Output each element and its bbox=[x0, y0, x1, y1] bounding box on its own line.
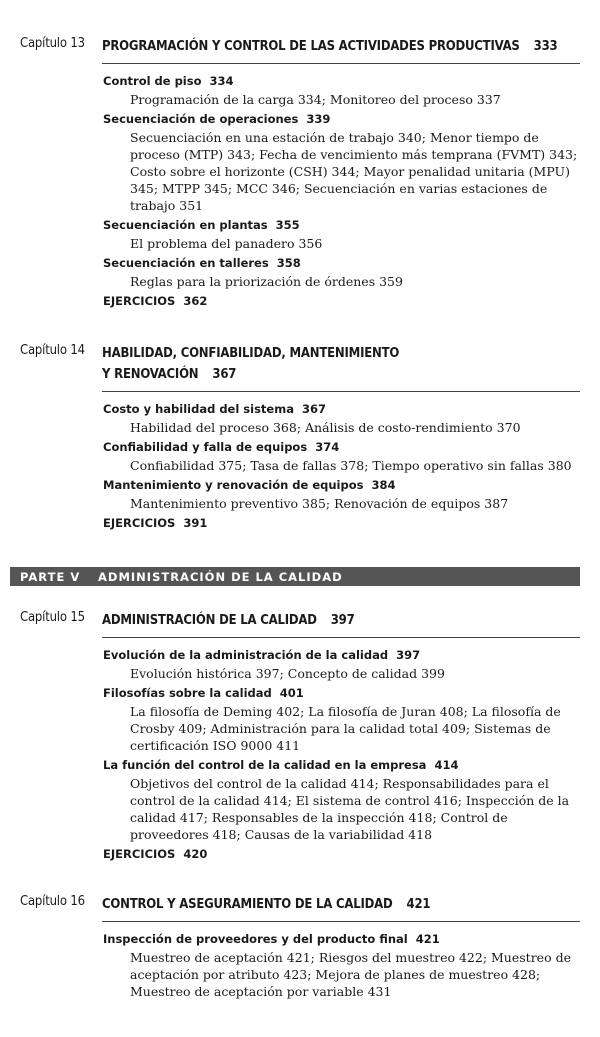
section-body: Programación de la carga 334; Monitoreo del proceso 337 bbox=[130, 92, 501, 107]
chapter-13 bbox=[20, 36, 580, 311]
divider bbox=[102, 637, 580, 638]
chapter-page: 367 bbox=[212, 367, 237, 382]
chapter-page: 421 bbox=[406, 897, 431, 912]
part-label: PARTE V bbox=[20, 569, 81, 584]
chapter-label: Capítulo 16 bbox=[20, 894, 85, 909]
divider bbox=[102, 391, 580, 392]
section-body: El problema del panadero 356 bbox=[130, 236, 323, 251]
part-title: ADMINISTRACIÓN DE LA CALIDAD bbox=[98, 569, 343, 584]
section-title: Confiabilidad y falla de equipos 374 bbox=[103, 440, 340, 454]
section-title: Evolución de la administración de la calidad 397 bbox=[103, 648, 421, 662]
section-body: Muestreo de aceptación 421; Riesgos del muestreo 422; Muestreo de aceptación por atributo 423; Mejora de planes de muestreo 428; Muestreo de aceptación por variable 431 bbox=[130, 950, 571, 999]
section-title: Secuenciación de operaciones 339 bbox=[103, 112, 331, 126]
chapter-title: PROGRAMACIÓN Y CONTROL DE LAS ACTIVIDADES PRODUCTIVAS 333 bbox=[102, 39, 558, 54]
chapter-page: 333 bbox=[533, 39, 558, 54]
section-title: Costo y habilidad del sistema 367 bbox=[103, 402, 326, 416]
section-body: Confiabilidad 375; Tasa de fallas 378; Tiempo operativo sin fallas 380 bbox=[130, 458, 572, 473]
section-list bbox=[103, 930, 580, 1000]
section-body: Mantenimiento preventivo 385; Renovación de equipos 387 bbox=[130, 496, 509, 511]
chapter-header bbox=[20, 343, 580, 385]
section-title: Secuenciación en talleres 358 bbox=[103, 256, 301, 270]
section-title: Secuenciación en plantas 355 bbox=[103, 218, 300, 232]
chapter-label: Capítulo 14 bbox=[20, 343, 85, 358]
section-body: Secuenciación en una estación de trabajo 340; Menor tiempo de proceso (MTP) 343; Fecha de vencimiento más temprana (FVMT) 343; Costo sobre el horizonte (CSH) 344; Mayor penalidad unitaria (MPU) 345; MTPP 345; MCC 346; Secuenciación en varias estaciones de trabajo 351 bbox=[130, 130, 578, 213]
chapter-page: 397 bbox=[330, 613, 355, 628]
chapter-16 bbox=[20, 894, 580, 1002]
chapter-label: Capítulo 15 bbox=[20, 610, 85, 625]
chapter-title: HABILIDAD, CONFIABILIDAD, MANTENIMIENTO Y RENOVACIÓN 367 bbox=[102, 346, 400, 382]
exercises-entry: EJERCICIOS 391 bbox=[103, 516, 208, 530]
section-body: Reglas para la priorización de órdenes 359 bbox=[130, 274, 403, 289]
divider bbox=[102, 63, 580, 64]
chapter-header bbox=[20, 36, 580, 57]
section-body: Objetivos del control de la calidad 414; Responsabilidades para el control de la calidad 414; El sistema de control 416; Inspección de la calidad 417; Responsables de la inspección 418; Control de proveedores 418; Causas de la variabilidad 418 bbox=[130, 776, 570, 842]
part-banner bbox=[10, 567, 580, 586]
section-body: Evolución histórica 397; Concepto de calidad 399 bbox=[130, 666, 445, 681]
chapter-title: CONTROL Y ASEGURAMIENTO DE LA CALIDAD 421 bbox=[102, 897, 431, 912]
section-list bbox=[103, 646, 580, 864]
section-title: La función del control de la calidad en la empresa 414 bbox=[103, 758, 459, 772]
chapter-14 bbox=[20, 343, 580, 533]
section-title: Mantenimiento y renovación de equipos 384 bbox=[103, 478, 396, 492]
section-title: Inspección de proveedores y del producto final 421 bbox=[103, 932, 440, 946]
chapter-header bbox=[20, 894, 580, 915]
exercises-entry: EJERCICIOS 420 bbox=[103, 847, 208, 861]
divider bbox=[102, 921, 580, 922]
section-list bbox=[103, 72, 580, 311]
section-body: La filosofía de Deming 402; La filosofía de Juran 408; La filosofía de Crosby 409; Administración para la calidad total 409; Sistemas de certificación ISO 9000 411 bbox=[130, 704, 561, 753]
chapter-15 bbox=[20, 610, 580, 864]
chapter-label: Capítulo 13 bbox=[20, 36, 85, 51]
chapter-header bbox=[20, 610, 580, 631]
section-list bbox=[103, 400, 580, 533]
chapter-title: ADMINISTRACIÓN DE LA CALIDAD 397 bbox=[102, 613, 355, 628]
section-title: Filosofías sobre la calidad 401 bbox=[103, 686, 304, 700]
exercises-entry: EJERCICIOS 362 bbox=[103, 294, 208, 308]
section-title: Control de piso 334 bbox=[103, 74, 234, 88]
section-body: Habilidad del proceso 368; Análisis de costo-rendimiento 370 bbox=[130, 420, 521, 435]
